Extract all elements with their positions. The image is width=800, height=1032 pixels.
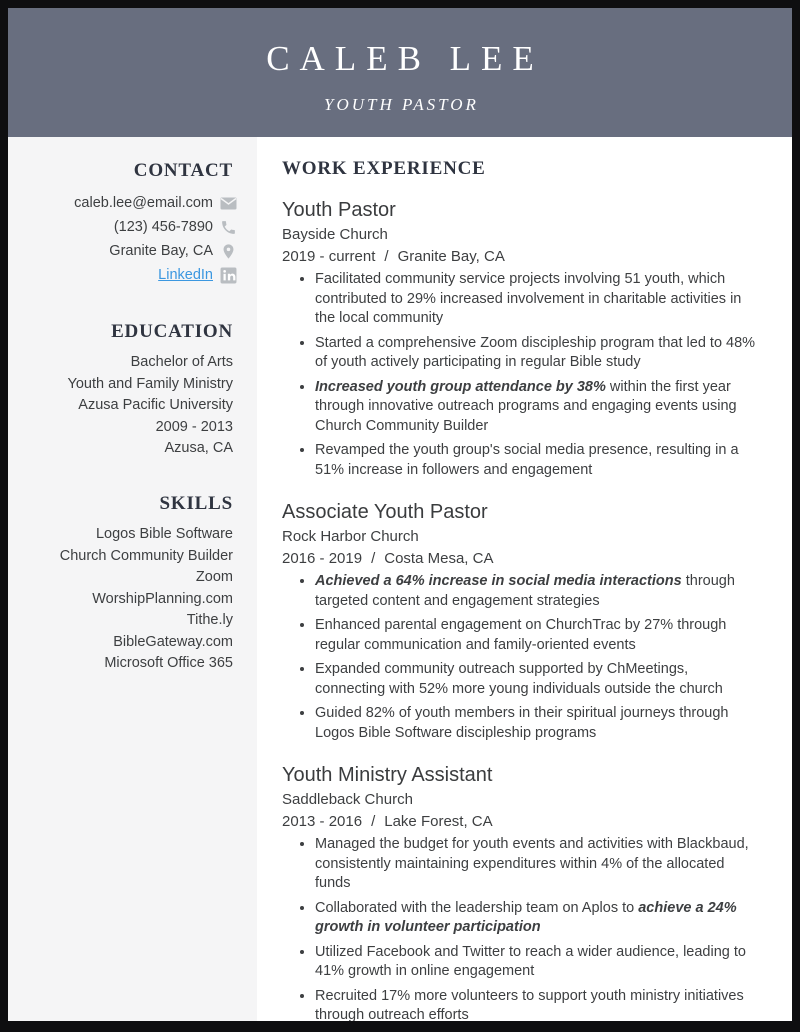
- work-experience-heading: WORK EXPERIENCE: [282, 158, 486, 179]
- skill-item: Logos Bible Software: [95, 526, 233, 542]
- job-bullet: [315, 616, 762, 655]
- bullet-emphasis-text: Achieved a 64% increase in social media interactions: [315, 573, 682, 589]
- skill-item: Microsoft Office 365: [104, 655, 233, 671]
- education-line: Bachelor of Arts: [130, 354, 233, 370]
- contact-item: [18, 243, 237, 260]
- dates-location-separator: /: [384, 248, 389, 265]
- job-dates-location: [282, 550, 762, 567]
- linkedin-icon: [220, 267, 237, 284]
- education-line: Youth and Family Ministry: [67, 375, 233, 392]
- candidate-name: CALEB LEE: [266, 38, 544, 78]
- job-bullet: [315, 572, 762, 611]
- education-line: Azusa, CA: [164, 440, 233, 456]
- job-bullet: [315, 943, 762, 982]
- contact-item-text: (123) 456-7890: [113, 219, 213, 235]
- bullet-text: Collaborated with the leadership team on Aplos to: [315, 899, 639, 916]
- bullet-text: Utilized Facebook and Twitter to reach a wider audience, leading to 41% growth in online engagement: [315, 943, 746, 979]
- job-dates-location: [282, 248, 762, 265]
- bullet-emphasis-text: Increased youth group attendance by 38%: [315, 378, 606, 395]
- job-bullets: [282, 572, 762, 743]
- job-dates: 2019 - current: [282, 248, 376, 265]
- job-title: Associate Youth Pastor: [282, 501, 488, 523]
- linkedin-link[interactable]: LinkedIn: [158, 267, 213, 283]
- job-bullet: [315, 378, 762, 437]
- dates-location-separator: /: [371, 550, 376, 567]
- job-dates: 2013 - 2016: [282, 813, 363, 830]
- job-location: Lake Forest, CA: [384, 813, 493, 830]
- bullet-text: Managed the budget for youth events and activities with Blackbaud, consistently maintaining expenditures within 4% of the allocated funds: [315, 836, 749, 891]
- contact-item-text: Granite Bay, CA: [109, 243, 213, 259]
- resume-header: [8, 8, 792, 137]
- bullet-text: Facilitated community service projects involving 51 youth, which contributed to 29% increased involvement in charitable activities in the local community: [315, 271, 742, 326]
- job-company: Bayside Church: [282, 226, 388, 243]
- skill-item: Church Community Builder: [59, 547, 233, 564]
- job-entry: [282, 764, 762, 1021]
- job-bullet: [315, 270, 762, 329]
- jobs-list: [282, 199, 762, 1021]
- resume-page: [8, 8, 792, 1021]
- job-bullet: [315, 987, 762, 1022]
- phone-icon: [220, 219, 237, 236]
- education-heading: EDUCATION: [111, 321, 233, 342]
- job-company: Rock Harbor Church: [282, 528, 419, 545]
- job-dates-location: [282, 813, 762, 830]
- bullet-text: Enhanced parental engagement on ChurchTrac by 27% through regular communication and family-oriented events: [315, 617, 727, 653]
- skill-item: Tithe.ly: [186, 612, 233, 628]
- bullet-text: Expanded community outreach supported by ChMeetings, connecting with 52% more young individuals outside the church: [315, 661, 723, 697]
- bullet-text: Recruited 17% more volunteers to support youth ministry initiatives through outreach efforts: [315, 987, 744, 1021]
- contact-heading: CONTACT: [133, 160, 233, 181]
- education-line: Azusa Pacific University: [78, 397, 233, 413]
- contact-list: [18, 195, 237, 284]
- job-bullets: [282, 270, 762, 480]
- job-entry: [282, 199, 762, 480]
- envelope-icon: [220, 195, 237, 212]
- main-column: [257, 137, 792, 1021]
- bullet-text: Guided 82% of youth members in their spiritual journeys through Logos Bible Software discipleship programs: [315, 705, 729, 741]
- sidebar: [8, 137, 257, 1021]
- education-line: 2009 - 2013: [155, 418, 233, 435]
- candidate-job-title: YOUTH PASTOR: [324, 94, 479, 114]
- contact-item: [18, 267, 237, 284]
- job-bullet: [315, 441, 762, 480]
- job-bullet: [315, 835, 762, 894]
- job-bullet: [315, 334, 762, 373]
- job-entry: [282, 501, 762, 743]
- bullet-text: within the first year through innovative outreach programs and engaging events using Church Community Builder: [315, 378, 737, 434]
- bullet-text: Revamped the youth group's social media presence, resulting in a 51% increase in followers and engagement: [315, 442, 739, 478]
- skills-heading: SKILLS: [159, 493, 233, 514]
- job-bullets: [282, 835, 762, 1021]
- skill-item: Zoom: [195, 569, 233, 585]
- skill-item: BibleGateway.com: [113, 633, 233, 650]
- skill-item: WorshipPlanning.com: [92, 590, 233, 607]
- job-title: Youth Ministry Assistant: [282, 764, 493, 786]
- bullet-emphasis-text: achieve a 24% growth in volunteer participation: [315, 899, 737, 935]
- job-bullet: [315, 704, 762, 743]
- job-location: Granite Bay, CA: [397, 248, 505, 265]
- contact-item-text: caleb.lee@email.com: [74, 195, 213, 211]
- contact-item: [18, 219, 237, 236]
- contact-item: [18, 195, 237, 212]
- job-location: Costa Mesa, CA: [384, 550, 494, 567]
- job-bullet: [315, 660, 762, 699]
- job-title: Youth Pastor: [282, 199, 396, 221]
- job-dates: 2016 - 2019: [282, 550, 363, 567]
- education-details: [18, 355, 237, 456]
- job-company: Saddleback Church: [282, 791, 413, 808]
- dates-location-separator: /: [371, 813, 376, 830]
- skills-list: [18, 527, 237, 671]
- content-columns: [8, 137, 792, 1021]
- bullet-text: Started a comprehensive Zoom discipleship program that led to 48% of youth actively participating in regular Bible study: [315, 334, 756, 370]
- location-pin-icon: [220, 243, 237, 260]
- bullet-text: through targeted content and engagement strategies: [315, 573, 735, 609]
- job-bullet: [315, 899, 762, 938]
